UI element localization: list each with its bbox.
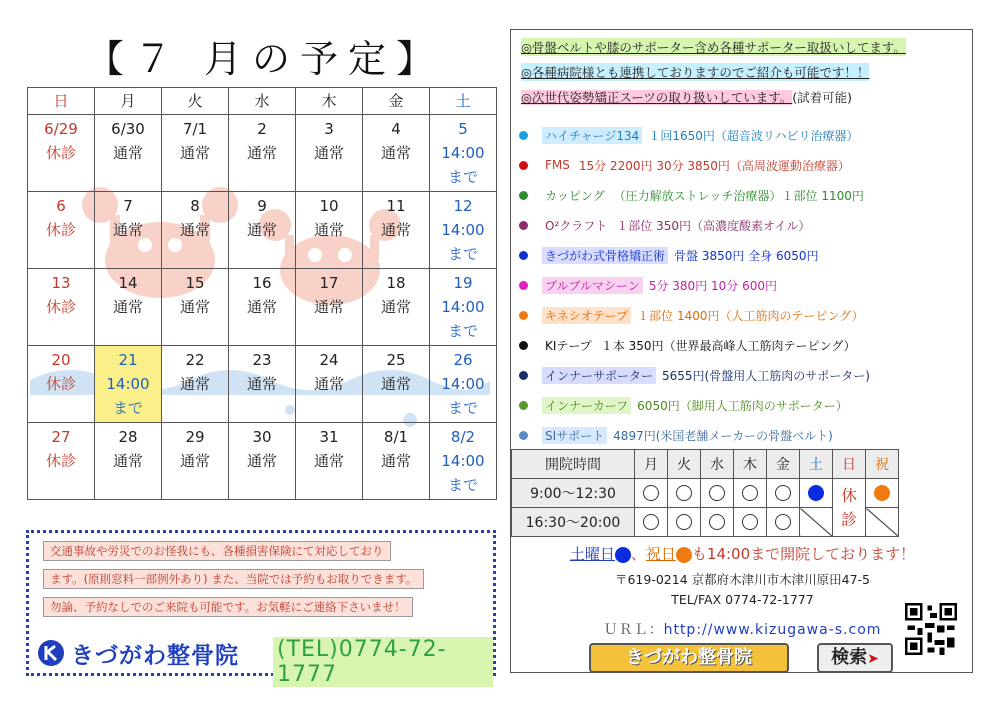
qr-code-icon[interactable] bbox=[905, 603, 957, 655]
calendar-week bbox=[28, 346, 497, 423]
day-number: 14 bbox=[118, 274, 138, 292]
day-status: 通常 bbox=[313, 375, 344, 393]
day-status: 通常 bbox=[179, 144, 210, 162]
day-mon: 月 bbox=[635, 450, 668, 479]
day-status: まで bbox=[447, 322, 478, 340]
day-status: 通常 bbox=[179, 375, 210, 393]
day-status: 14:00 bbox=[441, 144, 485, 162]
service-price: 4897円(米国老舗メーカーの骨盤ベルト) bbox=[613, 428, 833, 443]
calendar-week bbox=[28, 192, 497, 269]
calendar-day bbox=[430, 192, 497, 269]
service-price: 15分 2200円 30分 3850円（高周波運動治療器） bbox=[578, 158, 850, 173]
closed-cell bbox=[833, 479, 866, 537]
sat-circle-icon bbox=[808, 485, 824, 501]
day-status: 14:00 bbox=[441, 375, 485, 393]
service-name: ハイチャージ134 bbox=[542, 127, 642, 144]
calendar-day bbox=[296, 423, 363, 500]
day-number: 26 bbox=[453, 351, 473, 369]
service-item bbox=[519, 360, 969, 390]
day-sat: 土 bbox=[800, 450, 833, 479]
day-number: 18 bbox=[386, 274, 406, 292]
sat-circle-icon bbox=[615, 547, 631, 563]
day-status: 14:00 bbox=[106, 375, 150, 393]
hours-label: 開院時間 bbox=[512, 450, 635, 479]
day-status: 通常 bbox=[313, 452, 344, 470]
clinic-name: きづがわ整骨院 bbox=[71, 643, 239, 669]
calendar-day bbox=[430, 115, 497, 192]
day-wed: 水 bbox=[701, 450, 734, 479]
open-circle-icon bbox=[742, 514, 758, 530]
bullet-icon bbox=[519, 251, 528, 260]
bullet-icon bbox=[519, 191, 528, 200]
calendar-day bbox=[229, 423, 296, 500]
day-number: 5 bbox=[458, 120, 468, 138]
service-name: ブルブルマシーン bbox=[542, 277, 643, 294]
day-status: 14:00 bbox=[441, 452, 485, 470]
day-tue: 火 bbox=[668, 450, 701, 479]
calendar-day bbox=[95, 269, 162, 346]
notice-line-1: 交通事故や労災でのお怪我にも、各種損害保険にて対応しており bbox=[43, 541, 391, 561]
bullet-icon bbox=[519, 311, 528, 320]
calendar-day bbox=[363, 192, 430, 269]
calendar-day bbox=[229, 346, 296, 423]
website-link[interactable]: http://www.kizugawa-s.com bbox=[663, 622, 882, 638]
service-name: カッピング bbox=[545, 188, 605, 203]
calendar-day bbox=[28, 115, 95, 192]
day-number: 29 bbox=[185, 428, 205, 446]
calendar-day bbox=[363, 423, 430, 500]
clinic-tel: (TEL)0774-72-1777 bbox=[273, 637, 493, 687]
day-status: 休診 bbox=[45, 452, 76, 470]
service-item bbox=[519, 120, 969, 150]
bullet-icon bbox=[519, 221, 528, 230]
search-button[interactable] bbox=[817, 643, 893, 673]
day-status: まで bbox=[447, 245, 478, 263]
service-name: O²クラフト bbox=[545, 218, 608, 233]
day-number: 8/2 bbox=[450, 428, 476, 446]
day-status: 通常 bbox=[380, 221, 411, 239]
service-item bbox=[519, 300, 969, 330]
service-name: キネシオテープ bbox=[542, 307, 631, 324]
day-number: 19 bbox=[453, 274, 473, 292]
calendar-header: 火 bbox=[162, 88, 229, 115]
cursor-icon: ➤ bbox=[867, 651, 879, 667]
day-number: 31 bbox=[319, 428, 339, 446]
separator: 、 bbox=[630, 545, 646, 563]
service-price: １部位 1400円（人工筋肉のテーピング） bbox=[637, 308, 864, 323]
notice-line-3: 勿論、予約なしでのご来院も可能です。お気軽にご連絡下さいませ！ bbox=[43, 597, 413, 617]
service-price: 6050円（脚用人工筋肉のサポーター） bbox=[637, 398, 848, 413]
service-name: KIテープ bbox=[545, 338, 592, 353]
notice-end: も14:00まで開院しております！ bbox=[691, 545, 916, 563]
service-price: １部位 350円（高濃度酸素オイル） bbox=[616, 218, 811, 233]
day-sun: 日 bbox=[833, 450, 866, 479]
no-hours-slash bbox=[866, 508, 899, 537]
day-status: 通常 bbox=[112, 298, 143, 316]
notice-posture-suit bbox=[521, 88, 852, 106]
calendar-day bbox=[430, 346, 497, 423]
day-number: 16 bbox=[252, 274, 272, 292]
service-price: 5分 380円 10分 600円 bbox=[648, 278, 777, 293]
notice-posture-suffix: (試着可能) bbox=[792, 90, 853, 105]
calendar-day bbox=[229, 115, 296, 192]
day-holiday: 祝 bbox=[866, 450, 899, 479]
calendar-day bbox=[296, 192, 363, 269]
tel-fax: TEL/FAX 0774-72-1777 bbox=[671, 592, 814, 607]
calendar-day bbox=[363, 346, 430, 423]
open-circle-icon bbox=[676, 485, 692, 501]
day-status: まで bbox=[112, 399, 143, 417]
day-number: 27 bbox=[51, 428, 71, 446]
notice-supporters: ◎骨盤ベルトや膝のサポーター含め各種サポーター取扱いしてます。 bbox=[521, 40, 906, 55]
calendar-day bbox=[363, 269, 430, 346]
calendar-day bbox=[95, 192, 162, 269]
service-item bbox=[519, 210, 969, 240]
day-status: 休診 bbox=[45, 298, 76, 316]
day-status: 休診 bbox=[45, 221, 76, 239]
service-item bbox=[519, 150, 969, 180]
day-number: 7/1 bbox=[182, 120, 208, 138]
day-status: まで bbox=[447, 476, 478, 494]
day-number: 15 bbox=[185, 274, 205, 292]
calendar-day bbox=[229, 192, 296, 269]
address: 〒619-0214 京都府木津川市木津川原田47-5 bbox=[614, 572, 871, 587]
service-price: １回1650円（超音波リハビリ治療器） bbox=[648, 128, 859, 143]
calendar-day bbox=[363, 115, 430, 192]
day-number: 4 bbox=[391, 120, 401, 138]
day-number: 25 bbox=[386, 351, 406, 369]
day-status: 通常 bbox=[112, 452, 143, 470]
calendar-day bbox=[162, 192, 229, 269]
calendar-day bbox=[28, 269, 95, 346]
hours-table bbox=[511, 449, 899, 537]
calendar-week bbox=[28, 115, 497, 192]
service-item bbox=[519, 180, 969, 210]
day-number: 13 bbox=[51, 274, 71, 292]
service-name: きづがわ式骨格矯正術 bbox=[542, 247, 668, 264]
service-item bbox=[519, 240, 969, 270]
day-status: 休診 bbox=[45, 375, 76, 393]
service-item bbox=[519, 420, 969, 450]
calendar-day bbox=[95, 423, 162, 500]
saturday-label: 土曜日 bbox=[569, 545, 615, 563]
day-status: 通常 bbox=[380, 298, 411, 316]
calendar-day bbox=[430, 423, 497, 500]
day-status: 通常 bbox=[246, 375, 277, 393]
service-name: FMS bbox=[545, 158, 570, 172]
notice-hospital-referral: ◎各種病院様とも連携しておりますのでご紹介も可能です！！ bbox=[521, 65, 870, 80]
day-number: 23 bbox=[252, 351, 272, 369]
open-circle-icon bbox=[709, 485, 725, 501]
service-price: 5655円(骨盤用人工筋肉のサポーター) bbox=[662, 368, 870, 383]
day-status: 通常 bbox=[246, 298, 277, 316]
service-list bbox=[519, 120, 969, 450]
search-label: 検索 bbox=[831, 647, 868, 668]
open-circle-icon bbox=[676, 514, 692, 530]
day-number: 21 bbox=[118, 351, 138, 369]
day-status: 通常 bbox=[246, 144, 277, 162]
calendar-day bbox=[162, 269, 229, 346]
info-panel bbox=[510, 29, 973, 673]
calendar-header: 月 bbox=[95, 88, 162, 115]
service-name: インナーカーフ bbox=[542, 397, 631, 414]
day-number: 20 bbox=[51, 351, 71, 369]
calendar-day bbox=[296, 346, 363, 423]
service-price: １本 350円（世界最高峰人工筋肉テーピング） bbox=[600, 338, 856, 353]
day-status: 休診 bbox=[45, 144, 76, 162]
calendar-day bbox=[28, 346, 95, 423]
day-number: 8/1 bbox=[383, 428, 409, 446]
calendar-day bbox=[28, 192, 95, 269]
bullet-icon bbox=[519, 341, 528, 350]
day-status: 通常 bbox=[380, 144, 411, 162]
bullet-icon bbox=[519, 161, 528, 170]
day-status: 通常 bbox=[179, 298, 210, 316]
day-number: 7 bbox=[123, 197, 133, 215]
day-status: まで bbox=[447, 168, 478, 186]
day-number: 22 bbox=[185, 351, 205, 369]
day-number: 6/29 bbox=[44, 120, 78, 138]
calendar-day bbox=[162, 115, 229, 192]
morning-hours: 9:00〜12:30 bbox=[512, 479, 635, 508]
open-circle-icon bbox=[643, 485, 659, 501]
service-name: インナーサポーター bbox=[542, 367, 656, 384]
calendar-day bbox=[430, 269, 497, 346]
closed-text: 休 bbox=[840, 485, 857, 505]
day-status: 通常 bbox=[380, 375, 411, 393]
bullet-icon bbox=[519, 431, 528, 440]
service-price: （圧力解放ストレッチ治療器）１部位 1100円 bbox=[613, 188, 864, 203]
page-title: 【７ 月の予定】 bbox=[85, 37, 445, 81]
day-number: 6/30 bbox=[111, 120, 145, 138]
saturday-holiday-notice bbox=[511, 543, 974, 564]
calendar-week bbox=[28, 269, 497, 346]
calendar-header: 金 bbox=[363, 88, 430, 115]
calendar-day bbox=[296, 115, 363, 192]
day-status: 通常 bbox=[112, 221, 143, 239]
holiday-circle-icon bbox=[874, 485, 890, 501]
day-number: 2 bbox=[257, 120, 267, 138]
calendar-table bbox=[27, 87, 497, 500]
service-item bbox=[519, 330, 969, 360]
open-circle-icon bbox=[709, 514, 725, 530]
day-status: 通常 bbox=[246, 221, 277, 239]
day-status: 通常 bbox=[313, 221, 344, 239]
day-number: 3 bbox=[324, 120, 334, 138]
day-number: 6 bbox=[56, 197, 66, 215]
service-price: 骨盤 3850円 全身 6050円 bbox=[674, 248, 819, 263]
day-status: 通常 bbox=[380, 452, 411, 470]
notice-line-2: ます。(原則窓料一部例外あり) また、当院では予約もお取りできます。 bbox=[43, 569, 424, 589]
calendar-header: 木 bbox=[296, 88, 363, 115]
day-status: 通常 bbox=[313, 298, 344, 316]
service-name: SIサポート bbox=[542, 427, 607, 444]
calendar-day bbox=[28, 423, 95, 500]
open-circle-icon bbox=[643, 514, 659, 530]
calendar-day bbox=[296, 269, 363, 346]
calendar-day bbox=[162, 346, 229, 423]
afternoon-hours: 16:30〜20:00 bbox=[512, 508, 635, 537]
day-status: まで bbox=[447, 399, 478, 417]
open-circle-icon bbox=[775, 485, 791, 501]
holiday-circle-icon bbox=[676, 547, 692, 563]
day-number: 9 bbox=[257, 197, 267, 215]
day-status: 通常 bbox=[179, 452, 210, 470]
day-status: 通常 bbox=[112, 144, 143, 162]
clinic-name-button[interactable]: きづがわ整骨院 bbox=[589, 643, 789, 673]
holiday-label: 祝日 bbox=[645, 545, 676, 563]
day-status: 14:00 bbox=[441, 221, 485, 239]
bullet-icon bbox=[519, 281, 528, 290]
day-status: 通常 bbox=[179, 221, 210, 239]
clinic-logo-icon bbox=[37, 639, 65, 667]
day-number: 8 bbox=[190, 197, 200, 215]
day-number: 12 bbox=[453, 197, 473, 215]
day-number: 10 bbox=[319, 197, 339, 215]
calendar-header: 日 bbox=[28, 88, 95, 115]
day-thu: 木 bbox=[734, 450, 767, 479]
service-item bbox=[519, 390, 969, 420]
day-number: 11 bbox=[386, 197, 406, 215]
day-number: 24 bbox=[319, 351, 339, 369]
day-fri: 金 bbox=[767, 450, 800, 479]
calendar-header: 水 bbox=[229, 88, 296, 115]
notice-posture-text: ◎次世代姿勢矯正スーツの取り扱いしています。 bbox=[521, 90, 793, 105]
closed-text-2: 診 bbox=[840, 509, 857, 529]
open-circle-icon bbox=[775, 514, 791, 530]
calendar-day bbox=[162, 423, 229, 500]
day-status: 14:00 bbox=[441, 298, 485, 316]
calendar-header: 土 bbox=[430, 88, 497, 115]
day-number: 17 bbox=[319, 274, 339, 292]
calendar-day bbox=[95, 115, 162, 192]
bullet-icon bbox=[519, 401, 528, 410]
bullet-icon bbox=[519, 131, 528, 140]
day-status: 通常 bbox=[246, 452, 277, 470]
no-hours-slash bbox=[800, 508, 833, 537]
calendar-day bbox=[95, 346, 162, 423]
insurance-notice-box bbox=[26, 530, 496, 687]
service-item bbox=[519, 270, 969, 300]
url-label: ＵＲＬ： bbox=[603, 622, 664, 638]
calendar-week bbox=[28, 423, 497, 500]
day-status: 通常 bbox=[313, 144, 344, 162]
day-number: 28 bbox=[118, 428, 138, 446]
open-circle-icon bbox=[742, 485, 758, 501]
calendar-day bbox=[229, 269, 296, 346]
day-number: 30 bbox=[252, 428, 272, 446]
bullet-icon bbox=[519, 371, 528, 380]
